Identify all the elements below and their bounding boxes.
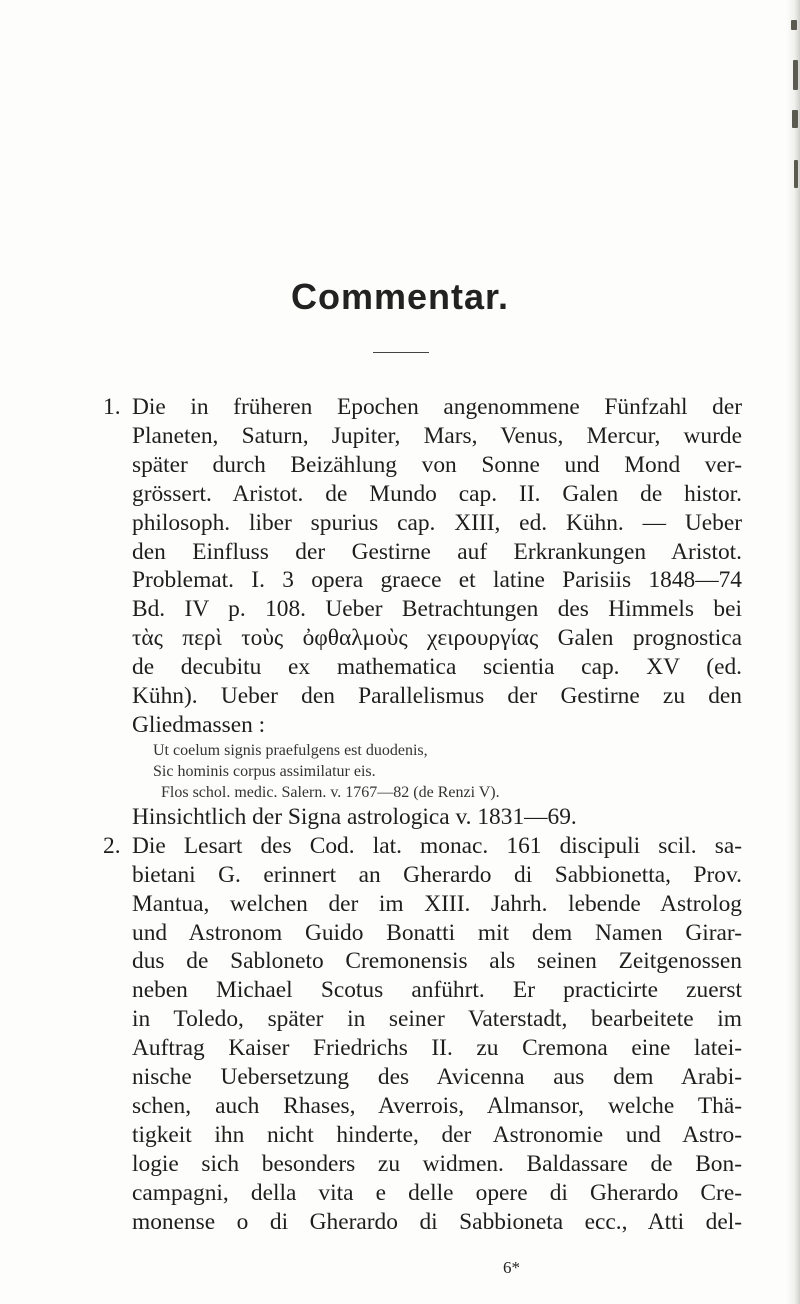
page-title: Commentar. bbox=[290, 276, 510, 317]
text-line: und Astronom Guido Bonatti mit dem Namen Girar- bbox=[132, 919, 742, 946]
text-line: philosoph. liber spurius cap. XIII, ed. Kühn. — Ueber bbox=[132, 509, 742, 536]
text-line: bietani G. erinnert an Gherardo di Sabbionetta, Prov. bbox=[132, 861, 742, 888]
verse-quotation bbox=[153, 740, 733, 803]
text-line: campagni, della vita e delle opere di Gherardo Cre- bbox=[132, 1179, 742, 1206]
text-line: neben Michael Scotus anführt. Er practicirte zuerst bbox=[132, 977, 742, 1004]
text-line: Auftrag Kaiser Friedrichs II. zu Cremona eine latei- bbox=[132, 1035, 742, 1062]
signature-mark: 6* bbox=[503, 1258, 520, 1277]
paragraph-1 bbox=[0, 393, 742, 740]
paragraph-2 bbox=[0, 832, 742, 1237]
text-line: Die in früheren Epochen angenommene Fünfzahl der bbox=[132, 394, 742, 420]
text-line: grössert. Aristot. de Mundo cap. II. Galen de histor. bbox=[132, 480, 742, 507]
text-line: Hinsichtlich der Signa astrologica v. 1831—69. bbox=[132, 803, 577, 830]
text-line: logie sich besonders zu widmen. Baldassare de Bon- bbox=[132, 1150, 742, 1177]
greek-text-line: τὰς περὶ τοὺς ὀφθαλμοὺς χειρουργίας Galen prognostica bbox=[132, 625, 742, 652]
text-line: Mantua, welchen der im XIII. Jahrh. lebende Astrolog bbox=[132, 890, 742, 917]
paragraph-number: 1. bbox=[103, 394, 121, 420]
text-line: Problemat. I. 3 opera graece et latine Parisiis 1848—74 bbox=[132, 567, 742, 594]
page-edge-specks bbox=[788, 20, 798, 200]
title-divider bbox=[373, 352, 429, 353]
text-line: Die Lesart des Cod. lat. monac. 161 discipuli scil. sa- bbox=[132, 832, 742, 859]
text-line: später durch Beizählung von Sonne und Mond ver- bbox=[132, 451, 742, 478]
text-line: tigkeit ihn nicht hinderte, der Astronomie und Astro- bbox=[132, 1121, 742, 1148]
text-line: Planeten, Saturn, Jupiter, Mars, Venus, Mercur, wurde bbox=[132, 422, 742, 449]
text-line: nische Uebersetzung des Avicenna aus dem Arabi- bbox=[132, 1064, 742, 1091]
text-line: den Einfluss der Gestirne auf Erkrankungen Aristot. bbox=[132, 538, 742, 565]
text-line: monense o di Gherardo di Sabbioneta ecc., Atti del- bbox=[132, 1208, 742, 1235]
verse-line: Sic hominis corpus assimilatur eis. bbox=[153, 762, 376, 780]
text-line: in Toledo, später in seiner Vaterstadt, bearbeitete im bbox=[132, 1006, 742, 1033]
text-line: Bd. IV p. 108. Ueber Betrachtungen des Himmels bei bbox=[132, 596, 742, 623]
text-line: schen, auch Rhases, Averrois, Almansor, welche Thä- bbox=[132, 1092, 742, 1119]
paragraph-number: 2. bbox=[103, 832, 121, 859]
text-line: Kühn). Ueber den Parallelismus der Gestirne zu den bbox=[132, 683, 742, 710]
text-line: dus de Sabloneto Cremonensis als seinen Zeitgenossen bbox=[132, 948, 742, 975]
citation-line: Flos schol. medic. Salern. v. 1767—82 (de Renzi V). bbox=[161, 783, 500, 801]
verse-line: Ut coelum signis praefulgens est duodenis, bbox=[153, 741, 428, 759]
text-line: Gliedmassen : bbox=[132, 711, 266, 738]
commentary-body bbox=[0, 393, 800, 1236]
text-line: de decubitu ex mathematica scientia cap. XV (ed. bbox=[132, 654, 742, 681]
